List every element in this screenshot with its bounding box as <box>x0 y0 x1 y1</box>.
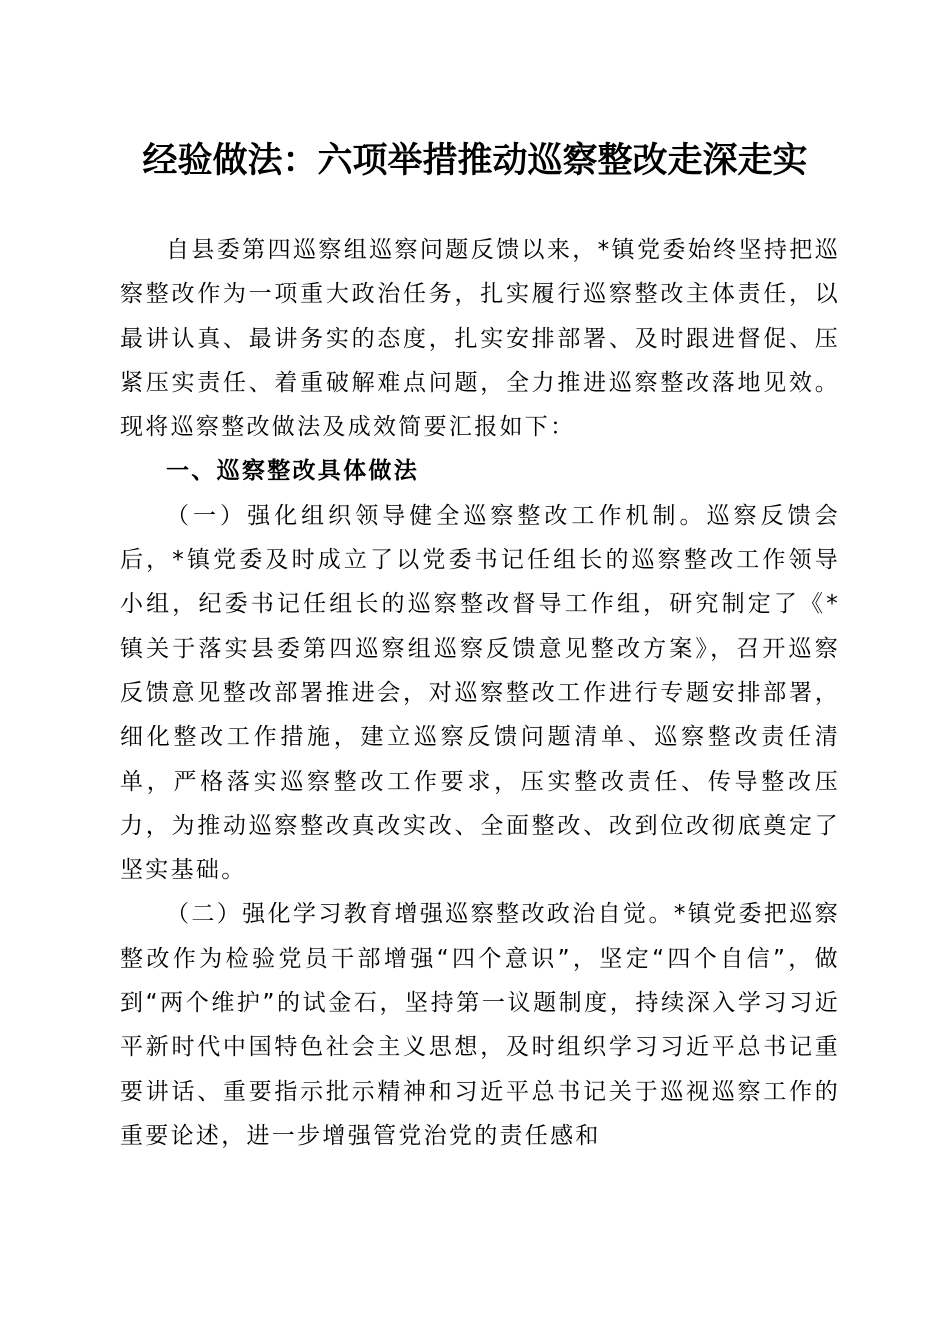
intro-paragraph: 自县委第四巡察组巡察问题反馈以来，*镇党委始终坚持把巡察整改作为一项重大政治任务，扎实履行巡察整改主体责任，以最讲认真、最讲务实的态度，扎实安排部署、及时跟进督促、压紧压实责任、着重破解难点问题，全力推进巡察整改落地见效。现将巡察整改做法及成效简要汇报如下： <box>120 237 840 441</box>
document-body <box>120 228 840 1158</box>
document-title: 经验做法：六项举措推动巡察整改走深走实 <box>142 140 808 181</box>
paragraph-1: （一）强化组织领导健全巡察整改工作机制。巡察反馈会后，*镇党委及时成立了以党委书记任组长的巡察整改工作领导小组，纪委书记任组长的巡察整改督导工作组，研究制定了《*镇关于落实县委第四巡察组巡察反馈意见整改方案》，召开巡察反馈意见整改部署推进会，对巡察整改工作进行专题安排部署，细化整改工作措施，建立巡察反馈问题清单、巡察整改责任清单，严格落实巡察整改工作要求，压实整改责任、传导整改压力，为推动巡察整改真改实改、全面整改、改到位改彻底奠定了坚实基础。 <box>120 502 840 884</box>
section-heading: 一、巡察整改具体做法 <box>166 458 419 485</box>
paragraph-2: （二）强化学习教育增强巡察整改政治自觉。*镇党委把巡察整改作为检验党员干部增强“四个意识”，坚定“四个自信”，做到“两个维护”的试金石，坚持第一议题制度，持续深入学习习近平新时代中国特色社会主义思想，及时组织学习习近平总书记重要讲话、重要指示批示精神和习近平总书记关于巡视巡察工作的重要论述，进一步增强管党治党的责任感和 <box>120 901 840 1149</box>
